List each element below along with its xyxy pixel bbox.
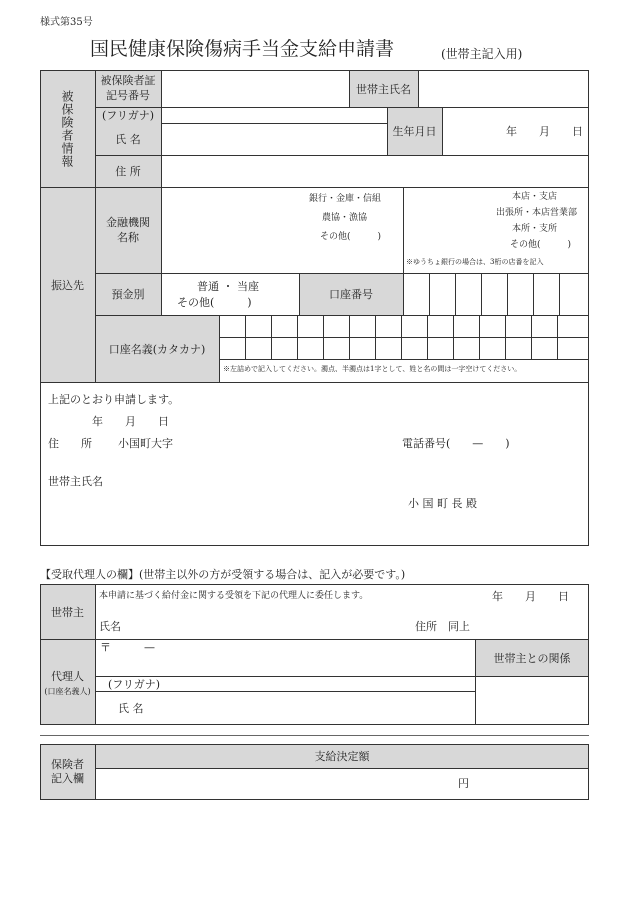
delegator-name-label[interactable]: 氏名 [99, 620, 121, 633]
application-date[interactable]: 年 月 日 [92, 415, 169, 428]
agent-furigana-label: (フリガナ) [108, 678, 161, 691]
amount-label: 支給決定額 [314, 750, 370, 763]
insured-id-field[interactable] [161, 70, 349, 107]
applicant-phone[interactable]: 電話番号( — ) [402, 437, 510, 450]
bank-type-1: 銀行・金庫・信組 [308, 194, 381, 204]
birth-date-field[interactable]: 年 月 日 [506, 125, 583, 138]
main-form-block [40, 70, 589, 546]
account-number-field[interactable] [403, 273, 589, 315]
branch-type-1: 本店・支店 [511, 192, 557, 202]
delegation-text: 本申請に基づく給付金に関する受領を下記の代理人に委任します。 [99, 591, 369, 601]
applicant-address-value[interactable]: 小国町大字 [118, 437, 173, 450]
insurer-form-block [40, 744, 589, 800]
relation-field[interactable] [475, 676, 589, 725]
bank-name-label: 金融機関 名称 [106, 215, 150, 244]
applicant-address-label: 住 所 [48, 437, 92, 450]
account-number-label: 口座番号 [329, 288, 373, 301]
proxy-section-heading: 【受取代理人の欄】(世帯主以外の方が受領する場合は、記入が必要です。) [40, 568, 406, 581]
bank-name-field[interactable] [161, 187, 403, 273]
deposit-type-1: 普通 ・ 当座 [197, 280, 259, 293]
branch-name-field[interactable] [403, 187, 589, 273]
agent-label: 代理人 [51, 669, 84, 683]
form-title: 国民健康保険傷病手当金支給申請書 [90, 38, 395, 60]
amount-yen[interactable]: 円 [458, 777, 469, 790]
delegation-date[interactable]: 年 月 日 [492, 590, 569, 603]
agent-name-label: 氏 名 [118, 702, 144, 715]
branch-type-2: 出張所・本店営業部 [495, 208, 577, 218]
householder-name-label: 世帯主氏名 [356, 82, 411, 96]
agent-postal-field[interactable]: 〒 — [100, 641, 155, 654]
furigana-field[interactable] [161, 107, 387, 123]
birth-date-label: 生年月日 [392, 125, 437, 138]
account-holder-note: ※左詰めで記入してください。濁点、半濁点は1字として、姓と名の間は一字空けてください。 [223, 365, 522, 373]
deposit-type-field[interactable] [161, 273, 299, 315]
agent-label-cell [40, 639, 95, 725]
branch-type-4: その他( ) [509, 240, 571, 250]
proxy-householder-label: 世帯主 [51, 605, 84, 619]
account-holder-label: 口座名義(カタカナ) [108, 342, 206, 356]
deposit-type-label: 預金別 [111, 288, 145, 301]
insurer-label: 保険者 記入欄 [51, 757, 84, 785]
householder-name-field[interactable] [418, 70, 589, 107]
bank-type-2: 農協・漁協 [321, 213, 367, 223]
insured-name-label: 氏 名 [115, 133, 141, 146]
account-holder-field[interactable] [219, 315, 589, 359]
insured-address-label: 住 所 [115, 165, 141, 178]
insured-id-label: 被保険者証 記号番号 [100, 74, 156, 102]
insured-section-label: 被保険者情報 [60, 89, 74, 168]
title-note: (世帯主記入用) [441, 47, 523, 61]
branch-type-3: 本所・支所 [511, 224, 557, 234]
furigana-label: (フリガナ) [101, 109, 155, 122]
transfer-section-label: 振込先 [51, 278, 84, 292]
proxy-form-block [40, 584, 589, 725]
delegator-address-label[interactable]: 住所 同上 [415, 620, 470, 633]
section-separator [40, 735, 589, 736]
bank-type-3: その他( ) [319, 232, 381, 242]
deposit-type-2: その他( ) [177, 296, 252, 309]
yucho-note: ※ゆうちょ銀行の場合は、3桁の店番を記入 [406, 258, 544, 266]
applicant-householder-label: 世帯主氏名 [48, 475, 103, 488]
addressee: 小 国 町 長 殿 [408, 497, 477, 510]
insured-address-field[interactable] [161, 155, 589, 187]
application-statement: 上記のとおり申請します。 [48, 393, 180, 406]
agent-sub-label: (口座名義人) [44, 686, 91, 696]
relation-label: 世帯主との関係 [493, 651, 571, 665]
form-number: 様式第35号 [40, 17, 93, 28]
insured-name-field[interactable] [161, 123, 387, 155]
